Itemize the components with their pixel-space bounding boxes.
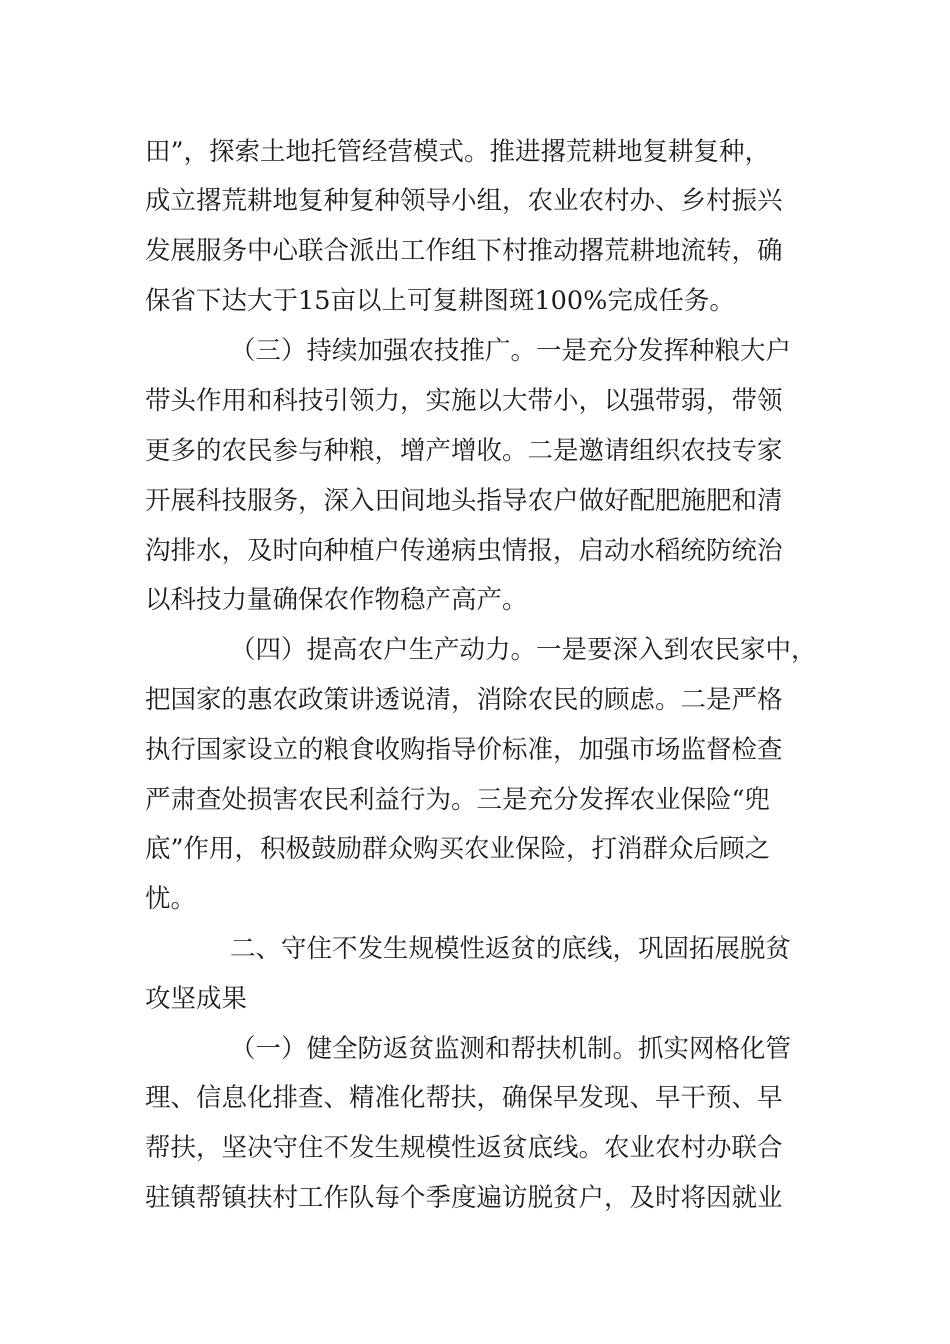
body-text-line: 成立撂荒耕地复种复种领导小组，农业农村办、乡村振兴: [145, 186, 783, 216]
body-text-line: 田”，探索土地托管经营模式。推进撂荒耕地复耕复种，: [145, 137, 771, 167]
body-text-line: 驻镇帮镇扶村工作队每个季度遍访脱贫户，及时将因就业: [145, 1183, 783, 1213]
chapter-heading: 二、守住不发生规模性返贫的底线，巩固拓展脱贫: [230, 934, 792, 964]
body-text-line: 严肃查处损害农民利益行为。三是充分发挥农业保险“兜: [145, 785, 771, 815]
section-heading-4: （四）提高农户生产动力。一是要深入到农民家中，: [230, 635, 817, 665]
body-text-line: 帮扶，坚决守住不发生规模性返贫底线。农业农村办联合: [145, 1133, 783, 1163]
body-text-line: 理、信息化排查、精准化帮扶，确保早发现、早干预、早: [145, 1083, 783, 1113]
chapter-heading-continued: 攻坚成果: [145, 984, 248, 1014]
body-text-line: 执行国家设立的粮食收购指导价标准，加强市场监督检查: [145, 735, 783, 765]
body-text-line: 以科技力量确保农作物稳产高产。: [145, 585, 528, 615]
section-heading-3: （三）持续加强农技推广。一是充分发挥种粮大户: [230, 336, 792, 366]
body-text-line: 沟排水，及时向种植户传递病虫情报，启动水稻统防统治: [145, 536, 783, 566]
body-text-line: 底”作用，积极鼓励群众购买农业保险，打消群众后顾之: [145, 834, 771, 864]
body-text-line: 带头作用和科技引领力，实施以大带小，以强带弱，带领: [145, 386, 783, 416]
section-heading-1: （一）健全防返贫监测和帮扶机制。抓实网格化管: [230, 1034, 792, 1064]
body-text-line: 开展科技服务，深入田间地头指导农户做好配肥施肥和清: [145, 486, 783, 516]
body-text-line: 忧。: [145, 884, 197, 914]
body-text-line: 发展服务中心联合派出工作组下村推动撂荒耕地流转，确: [145, 236, 783, 266]
body-text-line: 保省下达大于15亩以上可复耕图斑100%完成任务。: [145, 286, 735, 316]
body-text-line: 更多的农民参与种粮，增产增收。二是邀请组织农技专家: [145, 436, 783, 466]
body-text-line: 把国家的惠农政策讲透说清，消除农民的顾虑。二是严格: [145, 685, 783, 715]
